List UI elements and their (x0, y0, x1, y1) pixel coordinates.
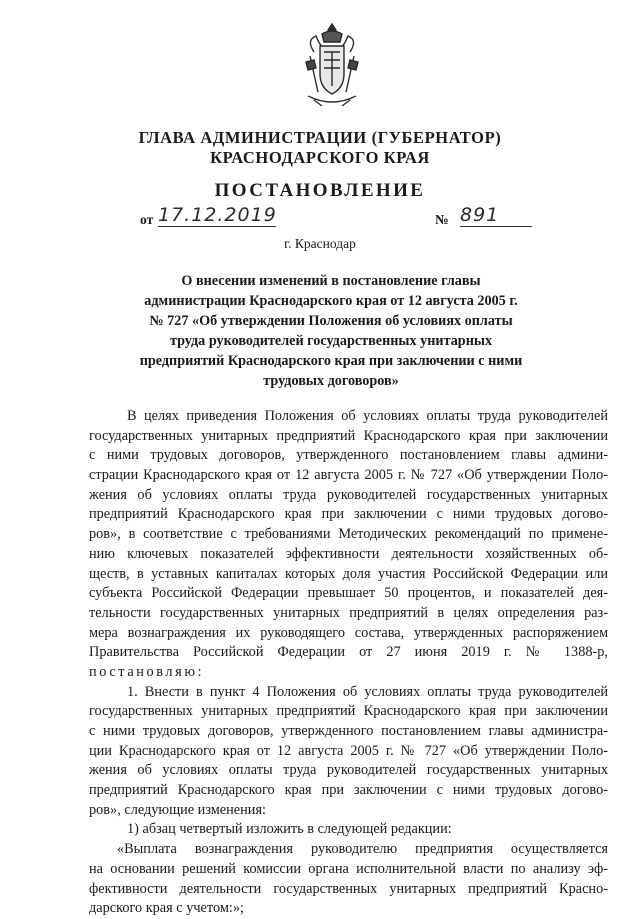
body-line: В целях приведения Положения об условиях оплаты труда руководителей (127, 408, 608, 424)
title-line: администрации Краснодарского края от 12 августа 2005 г. (144, 293, 518, 309)
body-line: ров», в соответствие с требованиями Методических рекомендаций по примене- (89, 526, 608, 543)
document-type-heading: ПОСТАНОВЛЕНИЕ (214, 180, 426, 201)
body-line: нию ключевых показателей эффективности деятельности хозяйственных об- (89, 545, 608, 562)
body-line: 1) абзац четвертый изложить в следующей редакции: (127, 821, 452, 838)
body-line: тельности государственных унитарных предприятий в целях определения раз- (89, 604, 608, 621)
document-body (89, 407, 608, 919)
title-line: труда руководителей государственных унитарных (169, 333, 493, 349)
title-line: предприятий Краснодарского края при заключении с ними (139, 353, 523, 369)
date-label: от (140, 212, 154, 227)
body-line: ществ, в уставных капиталах которых доля участия Российской Федерации или (89, 565, 608, 582)
body-line: с ними трудовых договоров, утвержденного постановлением главы администра- (89, 723, 608, 739)
body-line: мера вознаграждения их руководящего состава, утвержденных распоряжением (89, 624, 608, 641)
body-line: жения об условиях оплаты труда руководителей государственных унитарных (89, 486, 608, 503)
title-line: № 727 «Об утверждении Положения об условиях оплаты (149, 313, 513, 329)
body-line: предприятий Краснодарского края при заключении с ними трудовых догово- (89, 782, 608, 799)
authority-name-line1: ГЛАВА АДМИНИСТРАЦИИ (ГУБЕРНАТОР) (138, 128, 502, 147)
resolution-word: постановляю: (89, 663, 205, 680)
body-line: фективности деятельности государственных унитарных предприятий Красно- (89, 880, 608, 897)
body-line: предприятий Краснодарского края при заключении с ними трудовых догово- (89, 506, 608, 523)
body-line: жения об условиях оплаты труда руководителей государственных унитарных (89, 762, 608, 779)
handwritten-number: 891 (460, 204, 532, 227)
body-line: субъекта Российской Федерации превышает 50 процентов, и показателей дея- (89, 585, 608, 602)
body-line: 1. Внести в пункт 4 Положения об условиях оплаты труда руководителей (127, 683, 608, 700)
title-line: трудовых договоров» (263, 373, 399, 389)
body-line: государственных унитарных предприятий Краснодарского края при заключении (89, 703, 608, 720)
authority-name-line2: КРАСНОДАРСКОГО КРАЯ (210, 148, 430, 167)
body-line: дарского края с учетом:»; (89, 900, 244, 917)
number-label: № (435, 212, 449, 227)
body-line: «Выплата вознаграждения руководителю предприятия осуществляется (117, 841, 608, 858)
body-line: страции Краснодарского края от 12 августа 2005 г. № 727 «Об утверждении Поло- (89, 467, 608, 484)
body-line: государственных унитарных предприятий Краснодарского края при заключении (89, 427, 608, 444)
body-line: Правительства Российской Федерации от 27 июня 2019 г. № 1388-р, (89, 644, 608, 661)
krasnodar-coat-of-arms-icon (296, 22, 368, 110)
body-line: ции Краснодарского края от 12 августа 2005 г. № 727 «Об утверждении Поло- (89, 742, 608, 759)
handwritten-date: 17.12.2019 (158, 204, 277, 226)
body-line: ров», следующие изменения: (89, 801, 267, 818)
body-line: на основании решений комиссии органа исполнительной власти по анализу эф- (89, 860, 608, 877)
city-line: г. Краснодар (284, 236, 356, 251)
document-title (130, 271, 532, 391)
title-line: О внесении изменений в постановление главы (181, 273, 481, 289)
body-line: с ними трудовых договоров, утвержденного постановлением главы админи- (89, 447, 608, 464)
